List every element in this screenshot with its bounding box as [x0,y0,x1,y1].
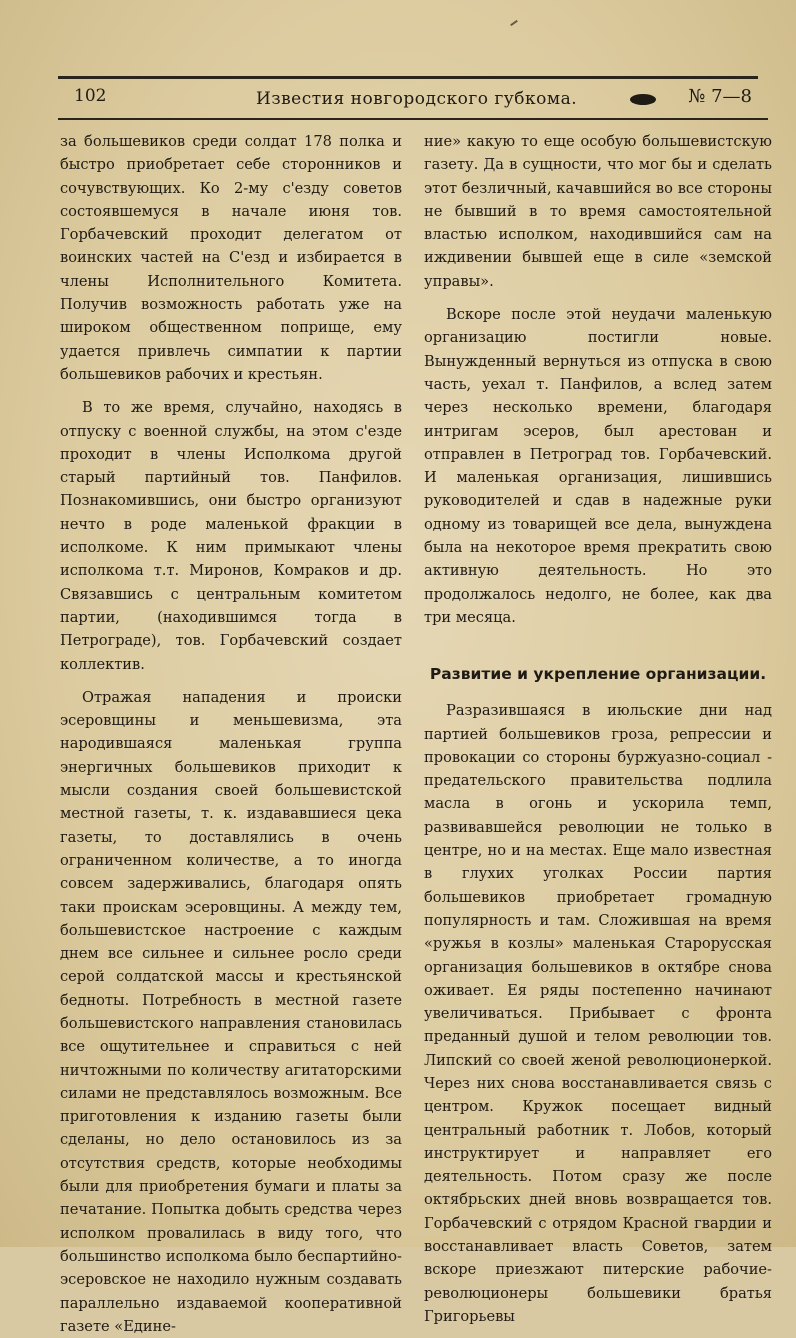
header-ornament [630,94,656,105]
running-header [70,84,760,114]
paragraph: за большевиков среди солдат 178 полка и быстро приобретает себе сторонников и сочувствующих. Ко 2-му с'езду советов состоявшемуся в начале июня тов. Горбачевский проходит делегатом от воинских частей на С'езд и избирается в члены Исполнительного Комитета. Получив возможность работать уже на широком общественном поприще, ему удается привлечь симпатии к партии большевиков рабочих и крестьян. [60,133,402,383]
paragraph: В то же время, случайно, находясь в отпуску с военной службы, на этом с'езде проходит в члены Исполкома другой старый партийный тов. Панфилов. Познакомившись, они быстро организуют нечто в роде маленькой фракции в исполкоме. К ним примыкают члены исполкома т.т. Миронов, Комраков и др. Связавшись с центральным комитетом партии, (находившимся тогда в Петрограде), тов. Горбачевский создает коллектив. [60,399,402,673]
header-bottom-rule [58,118,768,120]
left-column [60,130,402,1338]
paragraph: Разразившаяся в июльские дни над партией большевиков гроза, репрессии и провокации со стороны буржуазно-социал - предательского правительства подлила масла в огонь и ускорила темп, развивавшейся революции не только в центре, но и на местах. Еще мало известная в глухих уголках России партия большевиков приобретает громадную популярность и там. Сложившая на время «ружья в козлы» маленькая Старорусская организация большевиков в октябре снова оживает. Ея ряды постепенно начинают увеличиваться. Прибывает с фронта преданный душой и телом революции тов. Липский со своей женой революционеркой. Через них снова восстанавливается связь с центром. Кружок посещает видный центральный работник т. Лобов, который инструктирует и направляет его деятельность. Потом сразу же после октябрьских дней вновь возвращается тов. Горбачевский с отрядом Красной гвардии и восстанавливает власть Советов, затем вскоре приезжают питерские рабочие-революционеры большевики братья Григорьевы [424,702,772,1325]
header-top-rule [58,76,758,79]
paragraph: ние» какую то еще особую большевистскую газету. Да в сущности, что мог бы и сделать этот безличный, качавшийся во все стороны не бывший в то время самостоятельной властью исполком, находившийся сам на иждивении бывшей еще в силе «земской управы». [424,133,772,290]
ink-mark [510,20,518,26]
section-heading: Развитие и укрепление организации. [429,665,767,684]
paragraph: Вскоре после этой неудачи маленькую организацию постигли новые. Вынужденный вернуться из отпуска в свою часть, уехал т. Панфилов, а вслед затем через несколько времени, благодаря интригам эсеров, был арестован и отправлен в Петроград тов. Горбачевский. И маленькая организация, лишившись руководителей и сдав в надежные руки одному из товарищей все дела, вынуждена была на некоторое время прекратить свою активную деятельность. Но это продолжалось недолго, не более, как два три месяца. [424,306,772,626]
paragraph: Отражая нападения и происки эсеровщины и меньшевизма, эта народившаяся маленькая группа энергичных большевиков приходит к мысли создания своей большевистской местной газеты, т. к. издававшиеся цека газеты, то доставлялись в очень ограниченном количестве, а то иногда совсем задерживались, благодаря опять таки проискам эсеровщины. А между тем, большевистское настроение с каждым днем все сильнее и сильнее росло среди серой солдатской массы и крестьянской бедноты. Потребность в местной газете большевистского направления становилась все ощутительнее и справиться с ней ничтожными по количеству агитаторскими силами не представлялось возможным. Все приготовления к изданию газеты были сделаны, но дело остановилось из за отсутствия средств, которые необходимы были для приобретения бумаги и платы за печатание. Попытка добыть средства через исполком провалилась в виду того, что большинство исполкома было беспартийно-эсеровское не находило нужным создавать параллельно издаваемой кооперативной газете «Едине- [60,688,402,1335]
issue-number: № 7—8 [688,86,752,107]
journal-title: Известия новгородского губкома. [256,89,578,109]
page-number: 102 [74,86,107,106]
right-column [424,130,772,1328]
